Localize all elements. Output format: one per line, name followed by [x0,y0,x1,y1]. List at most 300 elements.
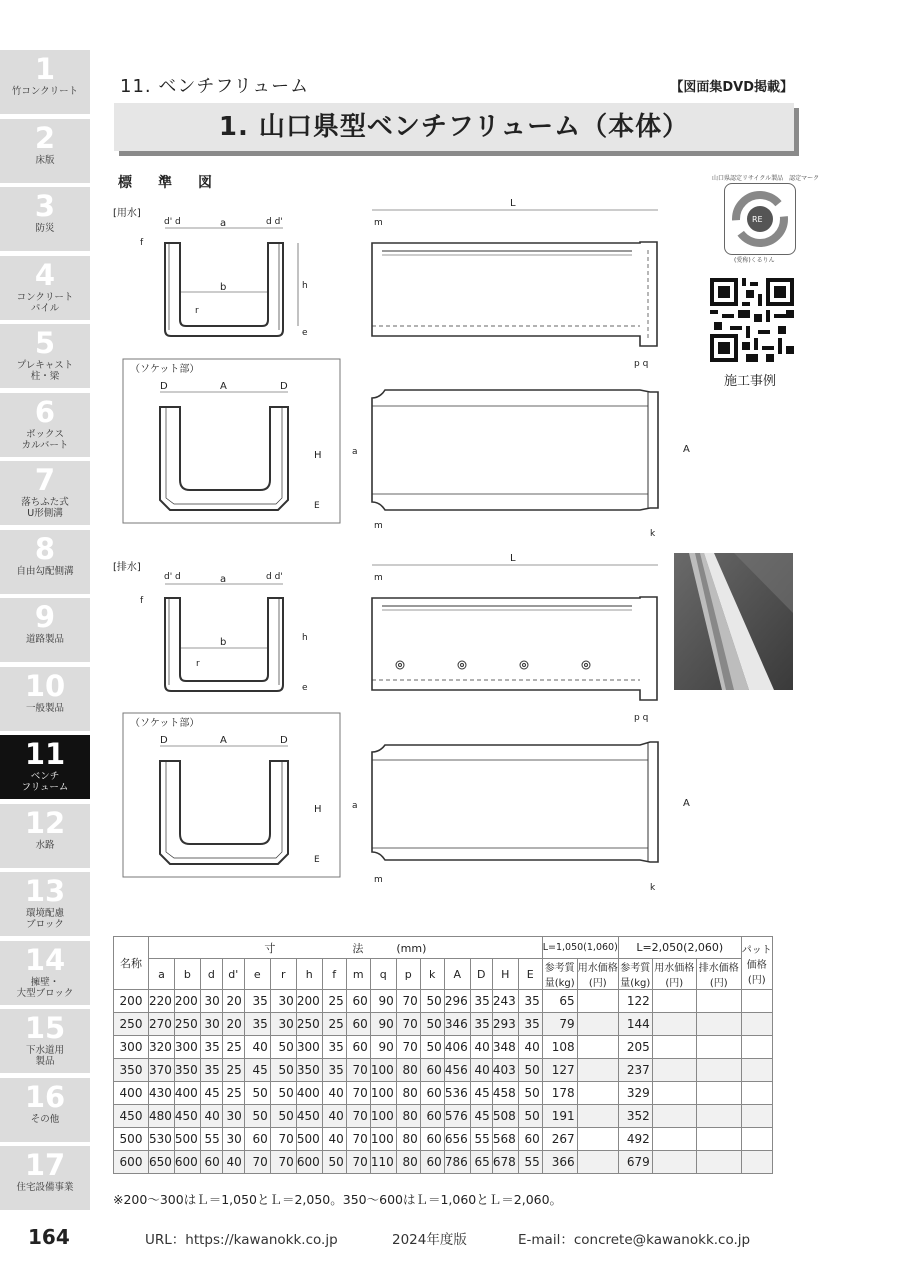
table-cell: 70 [346,1105,370,1128]
chapter-tab-number: 3 [34,189,56,223]
ref-mass-header-2: 参考質量(kg) [618,959,652,990]
table-cell: 100 [370,1128,396,1151]
pat-price-header: パット価格(円) [741,937,772,990]
table-cell: 40 [470,1059,492,1082]
chapter-tab-label: 住宅設備事業 [16,1182,74,1193]
chapter-tab-label: 環境配慮 ブロック [25,908,64,930]
svg-text:RE: RE [752,215,763,224]
svg-text:m: m [374,521,383,531]
table-cell: 80 [396,1059,420,1082]
table-cell [577,1151,618,1174]
chapter-tab-number: 16 [24,1079,66,1114]
table-cell: 60 [518,1128,542,1151]
footer-edition: 2024年度版 [392,1232,467,1248]
table-cell [696,1059,741,1082]
table-cell: 90 [370,1013,396,1036]
table-cell: 50 [518,1082,542,1105]
table-cell: 30 [200,1013,222,1036]
table-cell: 220 [149,990,175,1013]
table-row [114,1013,773,1036]
svg-text:b: b [220,637,227,648]
table-cell: 267 [542,1128,577,1151]
dim-col-header: E [518,959,542,990]
table-cell: 55 [200,1128,222,1151]
ref-mass-header-1: 参考質量(kg) [542,959,577,990]
svg-text:E: E [314,501,320,511]
table-cell: 786 [444,1151,470,1174]
chapter-tab-number: 5 [34,326,56,360]
qr-code-icon[interactable] [710,278,794,362]
table-cell [741,1059,772,1082]
table-cell [652,1128,696,1151]
svg-text:a: a [220,574,227,585]
svg-text:A: A [683,444,690,455]
table-cell: 178 [542,1082,577,1105]
table-cell: 346 [444,1013,470,1036]
yosui-side-view [372,198,658,369]
dim-col-header: h [296,959,322,990]
table-cell [577,1013,618,1036]
table-cell [696,1082,741,1105]
table-cell: 600 [114,1151,149,1174]
svg-text:A: A [220,735,227,746]
table-cell: 90 [370,1036,396,1059]
dvd-note: 【図面集DVD掲載】 [670,80,793,95]
haisui-socket-section [160,735,322,865]
table-cell [652,1059,696,1082]
chapter-tab-number: 12 [24,805,66,840]
haisui-plan-view [352,742,690,893]
chapter-tab-label: 竹コンクリート [11,86,79,97]
haisui-side-view [372,553,658,723]
table-cell [652,1151,696,1174]
table-cell: 370 [149,1059,175,1082]
chapter-tab-number: 14 [24,942,66,977]
table-cell: 500 [114,1128,149,1151]
table-cell [696,990,741,1013]
table-cell: 35 [244,1013,270,1036]
l1-header: L=1,050(1,060) [542,937,618,959]
recycle-caption: 山口県認定リサイクル製品 認定マーク [712,175,820,182]
table-row [114,1082,773,1105]
table-cell: 40 [322,1105,346,1128]
table-cell: 350 [174,1059,200,1082]
table-cell: 25 [222,1059,244,1082]
table-cell: 35 [200,1036,222,1059]
svg-text:f: f [140,596,144,606]
chapter-tab-label: 自由勾配側溝 [16,565,74,577]
svg-text:d d': d d' [266,572,283,582]
table-cell: 243 [492,990,518,1013]
label-socket-2: （ソケット部） [130,718,200,729]
svg-text:A: A [220,381,227,392]
table-cell [652,1013,696,1036]
svg-text:E: E [314,855,320,865]
table-cell [696,1105,741,1128]
table-cell: 348 [492,1036,518,1059]
svg-text:D: D [160,381,168,392]
table-cell: 50 [270,1036,296,1059]
table-cell [696,1128,741,1151]
recycle-nickname: (愛称)くるりん [734,257,775,264]
table-cell: 70 [396,1013,420,1036]
table-cell [741,1151,772,1174]
table-cell: 40 [200,1105,222,1128]
table-cell: 80 [396,1105,420,1128]
table-cell: 50 [518,1059,542,1082]
dim-col-header: H [492,959,518,990]
table-cell: 50 [420,1013,444,1036]
table-cell: 450 [114,1105,149,1128]
table-cell: 60 [200,1151,222,1174]
table-cell: 270 [149,1013,175,1036]
chapter-tab-number: 4 [34,257,56,292]
table-row [114,1128,773,1151]
chapter-tab-number: 8 [34,531,56,566]
chapter-tab-label: プレキャスト 柱・梁 [16,360,74,382]
table-cell [741,1013,772,1036]
dim-col-header: d' [222,959,244,990]
table-cell: 250 [296,1013,322,1036]
table-cell: 250 [174,1013,200,1036]
svg-text:L: L [510,198,516,209]
svg-text:f: f [140,238,144,248]
table-cell: 458 [492,1082,518,1105]
chapter-tab-number: 9 [34,600,56,634]
chapter-tab-number: 10 [24,668,66,703]
recycle-certification-icon [724,183,796,255]
table-cell: 237 [618,1059,652,1082]
table-cell: 492 [618,1128,652,1151]
svg-text:d d': d d' [266,217,283,227]
chapter-tab-number: 7 [34,463,56,497]
table-cell: 55 [470,1128,492,1151]
svg-text:k: k [650,883,656,893]
svg-text:m: m [374,573,383,583]
table-cell: 300 [114,1036,149,1059]
table-cell: 70 [396,1036,420,1059]
table-cell: 50 [270,1082,296,1105]
table-cell: 79 [542,1013,577,1036]
chapter-tab-15[interactable] [0,1009,90,1073]
dim-col-header: d [200,959,222,990]
table-cell: 25 [322,990,346,1013]
table-cell: 144 [618,1013,652,1036]
table-cell: 50 [420,990,444,1013]
table-cell: 456 [444,1059,470,1082]
dim-col-header: p [396,959,420,990]
table-cell: 45 [244,1059,270,1082]
table-cell: 50 [244,1082,270,1105]
table-cell: 60 [244,1128,270,1151]
svg-text:m: m [374,875,383,885]
table-cell: 50 [420,1036,444,1059]
table-cell: 60 [420,1128,444,1151]
svg-text:h: h [302,633,308,643]
table-cell: 80 [396,1082,420,1105]
footer-url[interactable]: URL：https://kawanokk.co.jp [145,1232,338,1248]
table-cell: 25 [222,1082,244,1105]
table-cell [741,990,772,1013]
table-cell: 40 [322,1082,346,1105]
chapter-tab-number: 2 [34,120,56,155]
label-yosui: [用水] [113,208,141,219]
table-cell: 329 [618,1082,652,1105]
table-cell: 70 [346,1151,370,1174]
table-cell: 400 [114,1082,149,1105]
svg-text:D: D [280,381,288,392]
table-cell [741,1036,772,1059]
table-cell: 60 [346,990,370,1013]
dim-col-header: q [370,959,396,990]
table-cell: 122 [618,990,652,1013]
table-cell: 50 [518,1105,542,1128]
table-cell: 403 [492,1059,518,1082]
table-cell: 25 [222,1036,244,1059]
table-cell: 576 [444,1105,470,1128]
svg-text:h: h [302,281,308,291]
dim-col-header: m [346,959,370,990]
yosui-plan-view [352,390,690,539]
table-cell: 30 [222,1105,244,1128]
svg-text:L: L [510,553,516,564]
svg-text:m: m [374,218,383,228]
table-cell: 40 [244,1036,270,1059]
footer-email[interactable]: E-mail：concrete@kawanokk.co.jp [518,1232,751,1248]
table-cell: 60 [420,1151,444,1174]
table-cell: 650 [149,1151,175,1174]
table-cell: 100 [370,1105,396,1128]
svg-text:e: e [302,328,308,338]
section-title: 11. ベンチフリューム [120,76,310,97]
svg-text:a: a [352,801,358,811]
table-cell: 70 [346,1082,370,1105]
chapter-tab-number: 6 [34,394,56,429]
table-cell: 35 [518,1013,542,1036]
svg-text:H: H [314,804,322,815]
table-cell: 320 [149,1036,175,1059]
yosui-socket-section [160,381,322,511]
table-cell [577,1128,618,1151]
table-cell: 500 [174,1128,200,1151]
chapter-tab-label: 床版 [35,154,55,166]
table-cell: 600 [174,1151,200,1174]
chapter-tab-16[interactable] [0,1078,90,1142]
table-cell: 350 [296,1059,322,1082]
spec-table [113,936,773,1174]
table-cell [741,1105,772,1128]
table-cell [696,1036,741,1059]
table-cell: 30 [222,1128,244,1151]
table-cell: 20 [222,990,244,1013]
svg-text:H: H [314,450,322,461]
table-cell: 60 [346,1036,370,1059]
table-cell: 350 [114,1059,149,1082]
table-cell: 40 [222,1151,244,1174]
table-cell: 60 [346,1013,370,1036]
table-cell: 100 [370,1082,396,1105]
chapter-tab-number: 1 [34,52,56,86]
standard-drawing-title: 標 準 図 [118,175,218,191]
table-cell: 70 [244,1151,270,1174]
table-cell: 60 [420,1105,444,1128]
svg-text:k: k [650,529,656,539]
table-cell [577,1105,618,1128]
table-cell: 110 [370,1151,396,1174]
label-socket-1: （ソケット部） [130,364,200,375]
table-cell: 70 [270,1151,296,1174]
dimension-header: 寸 法 (mm) [149,937,543,959]
table-cell: 45 [470,1105,492,1128]
chapter-tab-label: ボックス カルバート [21,428,69,451]
chapter-tab-label: 道路製品 [25,634,64,645]
chapter-tab-label: 擁壁・ 大型ブロック [16,976,74,999]
table-cell [741,1082,772,1105]
haisui-price-header-2: 排水価格(円) [696,959,741,990]
table-cell: 65 [542,990,577,1013]
name-header: 名称 [114,937,149,990]
table-row [114,1036,773,1059]
chapter-tab-number: 15 [24,1011,66,1045]
table-cell: 35 [200,1059,222,1082]
table-cell: 50 [270,1105,296,1128]
table-cell: 205 [618,1036,652,1059]
svg-text:b: b [220,282,227,293]
product-title: 1. 山口県型ベンチフリューム（本体） [218,112,690,142]
haisui-cross-section [140,572,308,693]
table-cell: 480 [149,1105,175,1128]
table-row [114,1059,773,1082]
svg-text:D: D [280,735,288,746]
table-cell: 679 [618,1151,652,1174]
table-cell: 450 [296,1105,322,1128]
table-cell: 600 [296,1151,322,1174]
chapter-tab-17[interactable] [0,1146,90,1210]
table-cell: 450 [174,1105,200,1128]
chapter-tab-label: 水路 [35,839,55,851]
table-cell: 430 [149,1082,175,1105]
table-row [114,1151,773,1174]
table-cell: 508 [492,1105,518,1128]
svg-text:r: r [196,659,200,669]
table-cell: 678 [492,1151,518,1174]
table-cell: 50 [270,1059,296,1082]
chapter-tab-number: 13 [24,874,66,908]
construction-photo [674,553,793,690]
table-cell: 352 [618,1105,652,1128]
chapter-tab-number: 11 [24,737,66,771]
table-cell: 70 [346,1128,370,1151]
table-cell: 45 [200,1082,222,1105]
svg-text:a: a [352,447,358,457]
table-cell: 50 [322,1151,346,1174]
table-cell: 80 [396,1128,420,1151]
chapter-tab-label: 下水道用 製品 [25,1045,64,1067]
table-cell: 60 [420,1082,444,1105]
table-cell: 20 [222,1013,244,1036]
table-cell [652,1105,696,1128]
table-cell: 400 [296,1082,322,1105]
table-cell [652,1082,696,1105]
svg-text:e: e [302,683,308,693]
table-cell: 90 [370,990,396,1013]
table-cell: 40 [518,1036,542,1059]
svg-text:a: a [220,218,227,229]
chapter-tab-label: 一般製品 [25,702,64,714]
dim-col-header: e [244,959,270,990]
svg-text:D: D [160,735,168,746]
chapter-tab-14[interactable] [0,941,90,1005]
svg-text:p q: p q [634,713,649,723]
table-cell [652,1036,696,1059]
table-cell: 536 [444,1082,470,1105]
table-cell: 366 [542,1151,577,1174]
chapter-tab-number: 17 [24,1148,66,1182]
chapter-tab-label: その他 [30,1113,60,1125]
table-cell [577,1059,618,1082]
table-cell: 568 [492,1128,518,1151]
table-cell: 500 [296,1128,322,1151]
table-cell: 45 [470,1082,492,1105]
table-cell: 70 [396,990,420,1013]
table-cell: 30 [270,1013,296,1036]
table-cell: 60 [420,1059,444,1082]
table-cell: 35 [322,1036,346,1059]
table-cell [577,1036,618,1059]
table-cell: 35 [322,1059,346,1082]
table-cell: 35 [244,990,270,1013]
table-cell: 656 [444,1128,470,1151]
table-cell: 200 [296,990,322,1013]
table-cell: 70 [346,1059,370,1082]
table-cell: 406 [444,1036,470,1059]
table-cell: 400 [174,1082,200,1105]
table-cell: 65 [470,1151,492,1174]
table-cell: 40 [322,1128,346,1151]
table-row [114,1105,773,1128]
svg-text:d' d: d' d [164,217,181,227]
chapter-tab-label: コンクリート パイル [16,291,74,314]
dim-col-header: D [470,959,492,990]
table-cell: 293 [492,1013,518,1036]
dim-col-header: r [270,959,296,990]
svg-text:r: r [195,306,199,316]
table-cell: 30 [200,990,222,1013]
table-cell [577,1082,618,1105]
page-number: 164 [28,1225,70,1249]
svg-text:A: A [683,798,690,809]
table-cell: 35 [518,990,542,1013]
dim-col-header: A [444,959,470,990]
table-row [114,990,773,1013]
table-cell [741,1128,772,1151]
construction-example-label: 施工事例 [724,374,777,389]
table-cell: 191 [542,1105,577,1128]
table-cell [652,990,696,1013]
table-cell: 35 [470,1013,492,1036]
table-cell: 108 [542,1036,577,1059]
svg-text:p q: p q [634,359,649,369]
yosui-price-header-1: 用水価格(円) [577,959,618,990]
l2-header: L=2,050(2,060) [618,937,741,959]
table-cell: 530 [149,1128,175,1151]
table-cell: 300 [174,1036,200,1059]
length-note: ※200〜300はＬ＝1,050とＬ＝2,050。350〜600はＬ＝1,060とＬ＝2,060。 [113,1192,563,1207]
svg-text:d' d: d' d [164,572,181,582]
chapter-tab-label: 落ちふた式 U形側溝 [21,497,69,519]
table-cell: 80 [396,1151,420,1174]
table-cell [696,1151,741,1174]
